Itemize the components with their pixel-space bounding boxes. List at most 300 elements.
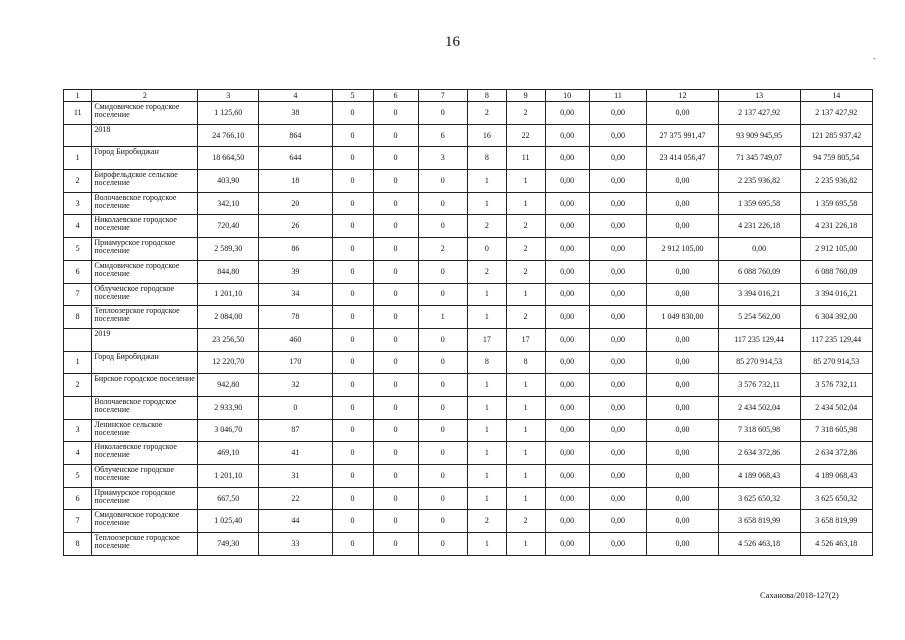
table-row bbox=[64, 442, 873, 465]
table-cell: 87 bbox=[259, 419, 332, 442]
table-cell: 1 bbox=[506, 487, 545, 510]
table-cell: 0 bbox=[418, 170, 467, 193]
row-label: Ленинское сельское поселение bbox=[92, 419, 198, 442]
table-cell: 0 bbox=[332, 396, 373, 419]
table-cell: 0 bbox=[373, 351, 418, 374]
table-cell: 0,00 bbox=[589, 260, 647, 283]
table-cell: 2 bbox=[506, 102, 545, 125]
table-cell: 11 bbox=[506, 147, 545, 170]
table-cell: 644 bbox=[259, 147, 332, 170]
row-label: Приамурское городское поселение bbox=[92, 238, 198, 261]
table-cell: 34 bbox=[259, 283, 332, 306]
table-row bbox=[64, 283, 873, 306]
row-label: 2019 bbox=[92, 328, 198, 351]
column-header: 4 bbox=[259, 90, 332, 102]
table-cell: 2 912 105,00 bbox=[800, 238, 873, 261]
table-cell: 23 256,50 bbox=[198, 328, 259, 351]
table-cell: 44 bbox=[259, 510, 332, 533]
table-cell: 1 bbox=[506, 442, 545, 465]
table-cell: 8 bbox=[467, 351, 506, 374]
table-cell: 8 bbox=[506, 351, 545, 374]
table-cell: 1 bbox=[418, 306, 467, 329]
table-cell: 4 189 068,43 bbox=[800, 465, 873, 488]
table-cell: 0 bbox=[418, 396, 467, 419]
table-cell: 2 434 502,04 bbox=[800, 396, 873, 419]
column-header: 7 bbox=[418, 90, 467, 102]
table-cell: 2 bbox=[506, 260, 545, 283]
table-cell: 0,00 bbox=[589, 351, 647, 374]
table-cell: 0 bbox=[418, 328, 467, 351]
table-cell: 0,00 bbox=[545, 283, 589, 306]
table-cell: 0,00 bbox=[718, 238, 800, 261]
table-cell: 0,00 bbox=[545, 533, 589, 556]
row-label: Волочаевское городское поселение bbox=[92, 396, 198, 419]
table-cell: 0,00 bbox=[647, 374, 718, 397]
table-cell: 2 bbox=[64, 374, 92, 397]
table-cell: 0 bbox=[332, 306, 373, 329]
table-cell: 0,00 bbox=[647, 283, 718, 306]
table-cell: 0 bbox=[332, 102, 373, 125]
table-cell: 8 bbox=[64, 533, 92, 556]
table-cell: 2 bbox=[467, 215, 506, 238]
table-cell: 1 bbox=[467, 170, 506, 193]
table-cell bbox=[64, 328, 92, 351]
table-cell: 3 625 650,32 bbox=[800, 487, 873, 510]
table-cell: 2 137 427,92 bbox=[718, 102, 800, 125]
table-cell: 7 318 605,98 bbox=[800, 419, 873, 442]
table-cell: 2 235 936,82 bbox=[718, 170, 800, 193]
table-cell: 0,00 bbox=[647, 215, 718, 238]
table-cell: 0 bbox=[373, 215, 418, 238]
table-cell: 12 220,70 bbox=[198, 351, 259, 374]
table-cell: 5 bbox=[64, 465, 92, 488]
table-cell: 17 bbox=[506, 328, 545, 351]
table-cell: 1 bbox=[506, 374, 545, 397]
table-cell: 1 bbox=[506, 192, 545, 215]
table-cell: 0,00 bbox=[589, 487, 647, 510]
table-cell: 1 201,10 bbox=[198, 283, 259, 306]
table-cell: 0 bbox=[418, 465, 467, 488]
table-cell: 1 125,60 bbox=[198, 102, 259, 125]
table-cell: 117 235 129,44 bbox=[800, 328, 873, 351]
table-cell: 0,00 bbox=[647, 487, 718, 510]
table-cell: 942,80 bbox=[198, 374, 259, 397]
table-cell: 0,00 bbox=[589, 283, 647, 306]
table-cell: 403,90 bbox=[198, 170, 259, 193]
table-cell: 0 bbox=[418, 510, 467, 533]
table-cell bbox=[64, 396, 92, 419]
table-cell: 1 bbox=[467, 533, 506, 556]
row-label: Приамурское городское поселение bbox=[92, 487, 198, 510]
table-cell: 2 bbox=[467, 260, 506, 283]
table-cell: 117 235 129,44 bbox=[718, 328, 800, 351]
table-cell: 0 bbox=[373, 147, 418, 170]
table-cell: 39 bbox=[259, 260, 332, 283]
table-cell: 0,00 bbox=[647, 465, 718, 488]
table-cell: 4 189 068,43 bbox=[718, 465, 800, 488]
table-cell: 0,00 bbox=[589, 374, 647, 397]
table-header-row bbox=[64, 90, 873, 102]
table-cell: 0,00 bbox=[647, 170, 718, 193]
table-cell: 0 bbox=[418, 192, 467, 215]
page-mark: - bbox=[873, 54, 876, 63]
table-cell: 0 bbox=[373, 328, 418, 351]
table-cell: 2 bbox=[418, 238, 467, 261]
table-cell: 1 bbox=[467, 419, 506, 442]
table-cell: 24 766,10 bbox=[198, 124, 259, 147]
row-label: Теплоозерское городское поселение bbox=[92, 533, 198, 556]
table-cell: 0 bbox=[332, 124, 373, 147]
table-cell: 4 bbox=[64, 442, 92, 465]
table-cell: 26 bbox=[259, 215, 332, 238]
table-cell: 1 201,10 bbox=[198, 465, 259, 488]
table-cell: 0 bbox=[373, 465, 418, 488]
table-cell: 0 bbox=[332, 328, 373, 351]
table-cell: 27 375 991,47 bbox=[647, 124, 718, 147]
table-cell: 864 bbox=[259, 124, 332, 147]
table-cell: 0,00 bbox=[545, 374, 589, 397]
table-row bbox=[64, 396, 873, 419]
table-cell: 6 088 760,09 bbox=[718, 260, 800, 283]
table-cell: 844,80 bbox=[198, 260, 259, 283]
table-cell: 2 235 936,82 bbox=[800, 170, 873, 193]
table-cell: 0 bbox=[373, 442, 418, 465]
table-cell: 1 bbox=[467, 442, 506, 465]
column-header: 13 bbox=[718, 90, 800, 102]
table-cell: 1 bbox=[506, 170, 545, 193]
table-cell: 0 bbox=[373, 306, 418, 329]
table-cell: 16 bbox=[467, 124, 506, 147]
table-cell: 0 bbox=[418, 487, 467, 510]
table-cell: 1 049 830,00 bbox=[647, 306, 718, 329]
table-cell: 0,00 bbox=[589, 215, 647, 238]
table-cell: 0,00 bbox=[545, 306, 589, 329]
table-cell: 342,10 bbox=[198, 192, 259, 215]
table-cell: 0,00 bbox=[647, 419, 718, 442]
table-cell: 0 bbox=[332, 215, 373, 238]
table-cell: 94 759 805,54 bbox=[800, 147, 873, 170]
table-cell: 1 bbox=[467, 283, 506, 306]
table-cell: 0 bbox=[332, 442, 373, 465]
table-cell: 0,00 bbox=[647, 102, 718, 125]
table-cell: 0 bbox=[332, 374, 373, 397]
table-cell: 0 bbox=[332, 465, 373, 488]
table-cell: 1 025,40 bbox=[198, 510, 259, 533]
table-cell: 0,00 bbox=[589, 192, 647, 215]
table-cell: 78 bbox=[259, 306, 332, 329]
column-header: 10 bbox=[545, 90, 589, 102]
table-cell: 720,40 bbox=[198, 215, 259, 238]
table-cell: 0 bbox=[332, 533, 373, 556]
table-cell: 1 bbox=[467, 306, 506, 329]
table-cell: 3 394 016,21 bbox=[800, 283, 873, 306]
table-cell: 3 658 819,99 bbox=[800, 510, 873, 533]
table-cell: 4 526 463,18 bbox=[718, 533, 800, 556]
table-cell: 6 088 760,09 bbox=[800, 260, 873, 283]
table-cell: 0,00 bbox=[545, 170, 589, 193]
row-label: Бирофельдское сельское поселение bbox=[92, 170, 198, 193]
row-label: Теплоозерское городское поселение bbox=[92, 306, 198, 329]
table-cell: 3 bbox=[418, 147, 467, 170]
row-label: Город Биробиджан bbox=[92, 351, 198, 374]
table-cell: 0,00 bbox=[589, 533, 647, 556]
table-cell: 18 bbox=[259, 170, 332, 193]
table-row bbox=[64, 351, 873, 374]
table-cell: 6 bbox=[418, 124, 467, 147]
table-cell: 3 625 650,32 bbox=[718, 487, 800, 510]
table-row bbox=[64, 192, 873, 215]
table-row bbox=[64, 102, 873, 125]
table-cell: 3 394 016,21 bbox=[718, 283, 800, 306]
table-cell: 8 bbox=[467, 147, 506, 170]
table-row bbox=[64, 306, 873, 329]
table-cell: 2 434 502,04 bbox=[718, 396, 800, 419]
table-cell: 2 bbox=[506, 306, 545, 329]
table-cell: 2 bbox=[506, 238, 545, 261]
table-cell: 1 359 695,58 bbox=[718, 192, 800, 215]
table-cell: 0 bbox=[332, 238, 373, 261]
table-cell: 7 bbox=[64, 283, 92, 306]
table-row bbox=[64, 238, 873, 261]
table-cell: 32 bbox=[259, 374, 332, 397]
table-cell: 0,00 bbox=[589, 147, 647, 170]
table-cell bbox=[64, 124, 92, 147]
table-cell: 2 634 372,86 bbox=[800, 442, 873, 465]
column-header: 3 bbox=[198, 90, 259, 102]
table-cell: 0,00 bbox=[545, 147, 589, 170]
table-cell: 3 046,70 bbox=[198, 419, 259, 442]
table-cell: 0 bbox=[373, 170, 418, 193]
table-cell: 1 bbox=[467, 396, 506, 419]
table-row bbox=[64, 328, 873, 351]
table-cell: 0,00 bbox=[589, 170, 647, 193]
table-cell: 0,00 bbox=[545, 396, 589, 419]
table-cell: 2 bbox=[467, 510, 506, 533]
row-label: Николаевское городское поселение bbox=[92, 215, 198, 238]
column-header: 6 bbox=[373, 90, 418, 102]
table-cell: 7 318 605,98 bbox=[718, 419, 800, 442]
table-cell: 0,00 bbox=[545, 102, 589, 125]
table-cell: 0 bbox=[418, 351, 467, 374]
table-cell: 0 bbox=[418, 215, 467, 238]
table-cell: 0,00 bbox=[545, 487, 589, 510]
table-cell: 0 bbox=[373, 238, 418, 261]
table-cell: 22 bbox=[506, 124, 545, 147]
column-header: 9 bbox=[506, 90, 545, 102]
table-cell: 460 bbox=[259, 328, 332, 351]
row-label: Смидовичское городское поселение bbox=[92, 260, 198, 283]
table-cell: 71 345 749,07 bbox=[718, 147, 800, 170]
table-cell: 0 bbox=[373, 124, 418, 147]
data-table bbox=[63, 89, 873, 556]
table-cell: 0 bbox=[418, 283, 467, 306]
table-cell: 1 bbox=[506, 533, 545, 556]
table-cell: 3 bbox=[64, 192, 92, 215]
table-cell: 0,00 bbox=[589, 396, 647, 419]
table-cell: 0 bbox=[418, 260, 467, 283]
row-label: Облученское городское поселение bbox=[92, 465, 198, 488]
table-cell: 2 634 372,86 bbox=[718, 442, 800, 465]
table-cell: 0,00 bbox=[545, 192, 589, 215]
table-row bbox=[64, 124, 873, 147]
table-cell: 3 658 819,99 bbox=[718, 510, 800, 533]
table-cell: 0 bbox=[332, 487, 373, 510]
table-row bbox=[64, 170, 873, 193]
table-cell: 85 270 914,53 bbox=[800, 351, 873, 374]
table-cell: 667,50 bbox=[198, 487, 259, 510]
table-cell: 6 bbox=[64, 260, 92, 283]
table-cell: 0,00 bbox=[589, 465, 647, 488]
table-cell: 2 933,90 bbox=[198, 396, 259, 419]
row-label: Город Биробиджан bbox=[92, 147, 198, 170]
table-cell: 1 bbox=[506, 396, 545, 419]
table-cell: 2 589,30 bbox=[198, 238, 259, 261]
table-cell: 0 bbox=[467, 238, 506, 261]
table-cell: 3 bbox=[64, 419, 92, 442]
table-cell: 0,00 bbox=[647, 328, 718, 351]
table-cell: 2 bbox=[64, 170, 92, 193]
table-cell: 0,00 bbox=[589, 442, 647, 465]
table-cell: 0,00 bbox=[589, 510, 647, 533]
table-cell: 0,00 bbox=[589, 419, 647, 442]
table-cell: 1 bbox=[64, 351, 92, 374]
table-cell: 0 bbox=[373, 487, 418, 510]
table-cell: 4 231 226,18 bbox=[800, 215, 873, 238]
table-cell: 0 bbox=[373, 533, 418, 556]
table-cell: 33 bbox=[259, 533, 332, 556]
page-number: 16 bbox=[445, 34, 460, 50]
table-row bbox=[64, 533, 873, 556]
table-cell: 0,00 bbox=[545, 510, 589, 533]
table-row bbox=[64, 260, 873, 283]
table-cell: 2 bbox=[506, 215, 545, 238]
table-cell: 0 bbox=[332, 192, 373, 215]
table-cell: 0,00 bbox=[545, 260, 589, 283]
table-row bbox=[64, 374, 873, 397]
column-header: 11 bbox=[589, 90, 647, 102]
table-cell: 0,00 bbox=[647, 351, 718, 374]
table-cell: 0,00 bbox=[545, 238, 589, 261]
table-cell: 0 bbox=[332, 170, 373, 193]
table-cell: 170 bbox=[259, 351, 332, 374]
column-header: 14 bbox=[800, 90, 873, 102]
table-cell: 0 bbox=[373, 419, 418, 442]
table-cell: 121 285 937,42 bbox=[800, 124, 873, 147]
table-cell: 41 bbox=[259, 442, 332, 465]
table-cell: 1 bbox=[467, 192, 506, 215]
table-cell: 0 bbox=[332, 419, 373, 442]
table-cell: 0 bbox=[373, 396, 418, 419]
table-cell: 0,00 bbox=[589, 124, 647, 147]
table-cell: 0,00 bbox=[545, 124, 589, 147]
table-row bbox=[64, 487, 873, 510]
table-cell: 0 bbox=[373, 192, 418, 215]
table-cell: 0,00 bbox=[545, 465, 589, 488]
table-cell: 0,00 bbox=[589, 306, 647, 329]
table-cell: 0,00 bbox=[647, 533, 718, 556]
table-cell: 0 bbox=[418, 442, 467, 465]
table-cell: 93 909 945,95 bbox=[718, 124, 800, 147]
table-cell: 0,00 bbox=[647, 442, 718, 465]
table-cell: 1 bbox=[64, 147, 92, 170]
table-cell: 1 bbox=[467, 487, 506, 510]
table-cell: 0,00 bbox=[647, 260, 718, 283]
table-row bbox=[64, 147, 873, 170]
table-cell: 0 bbox=[332, 260, 373, 283]
table-cell: 3 576 732,11 bbox=[718, 374, 800, 397]
table-cell: 0,00 bbox=[647, 510, 718, 533]
row-label: Николаевское городское поселение bbox=[92, 442, 198, 465]
table-cell: 749,30 bbox=[198, 533, 259, 556]
table-cell: 1 bbox=[506, 419, 545, 442]
table-cell: 85 270 914,53 bbox=[718, 351, 800, 374]
row-label: Облученское городское поселение bbox=[92, 283, 198, 306]
table-cell: 20 bbox=[259, 192, 332, 215]
table-cell: 0,00 bbox=[647, 396, 718, 419]
table-cell: 2 137 427,92 bbox=[800, 102, 873, 125]
table-cell: 8 bbox=[64, 306, 92, 329]
table-cell: 38 bbox=[259, 102, 332, 125]
table-cell: 0 bbox=[373, 510, 418, 533]
table-cell: 6 bbox=[64, 487, 92, 510]
table-cell: 5 254 562,00 bbox=[718, 306, 800, 329]
table-cell: 0,00 bbox=[545, 328, 589, 351]
column-header: 8 bbox=[467, 90, 506, 102]
table-cell: 31 bbox=[259, 465, 332, 488]
table-cell: 3 576 732,11 bbox=[800, 374, 873, 397]
table-cell: 22 bbox=[259, 487, 332, 510]
table-cell: 0 bbox=[332, 351, 373, 374]
table-cell: 0 bbox=[332, 283, 373, 306]
table-cell: 4 231 226,18 bbox=[718, 215, 800, 238]
table-cell: 0 bbox=[418, 533, 467, 556]
table-cell: 17 bbox=[467, 328, 506, 351]
table-cell: 7 bbox=[64, 510, 92, 533]
table-cell: 2 bbox=[467, 102, 506, 125]
table-cell: 0 bbox=[373, 283, 418, 306]
table-cell: 0 bbox=[332, 510, 373, 533]
table-cell: 0,00 bbox=[545, 419, 589, 442]
table-cell: 0 bbox=[373, 374, 418, 397]
table-cell: 23 414 056,47 bbox=[647, 147, 718, 170]
table-cell: 1 bbox=[467, 374, 506, 397]
table-cell: 1 bbox=[467, 465, 506, 488]
table-cell: 0 bbox=[373, 102, 418, 125]
table-cell: 0 bbox=[418, 419, 467, 442]
column-header: 2 bbox=[92, 90, 198, 102]
table-cell: 0,00 bbox=[589, 102, 647, 125]
table-cell: 0,00 bbox=[545, 442, 589, 465]
row-label: Смидовичское городское поселение bbox=[92, 510, 198, 533]
row-label: Смидовичское городское поселение bbox=[92, 102, 198, 125]
row-label: Волочаевское городское поселение bbox=[92, 192, 198, 215]
table-cell: 0 bbox=[418, 374, 467, 397]
column-header: 5 bbox=[332, 90, 373, 102]
table-cell: 11 bbox=[64, 102, 92, 125]
table-cell: 1 bbox=[506, 465, 545, 488]
table-row bbox=[64, 510, 873, 533]
table-cell: 2 bbox=[506, 510, 545, 533]
table-cell: 0,00 bbox=[545, 215, 589, 238]
table-cell: 0 bbox=[259, 396, 332, 419]
table-cell: 18 664,50 bbox=[198, 147, 259, 170]
column-header: 12 bbox=[647, 90, 718, 102]
table-cell: 1 bbox=[506, 283, 545, 306]
document-code: Саханова/2018-127(2) bbox=[760, 590, 839, 600]
row-label: 2018 bbox=[92, 124, 198, 147]
table-cell: 1 359 695,58 bbox=[800, 192, 873, 215]
table-cell: 469,10 bbox=[198, 442, 259, 465]
